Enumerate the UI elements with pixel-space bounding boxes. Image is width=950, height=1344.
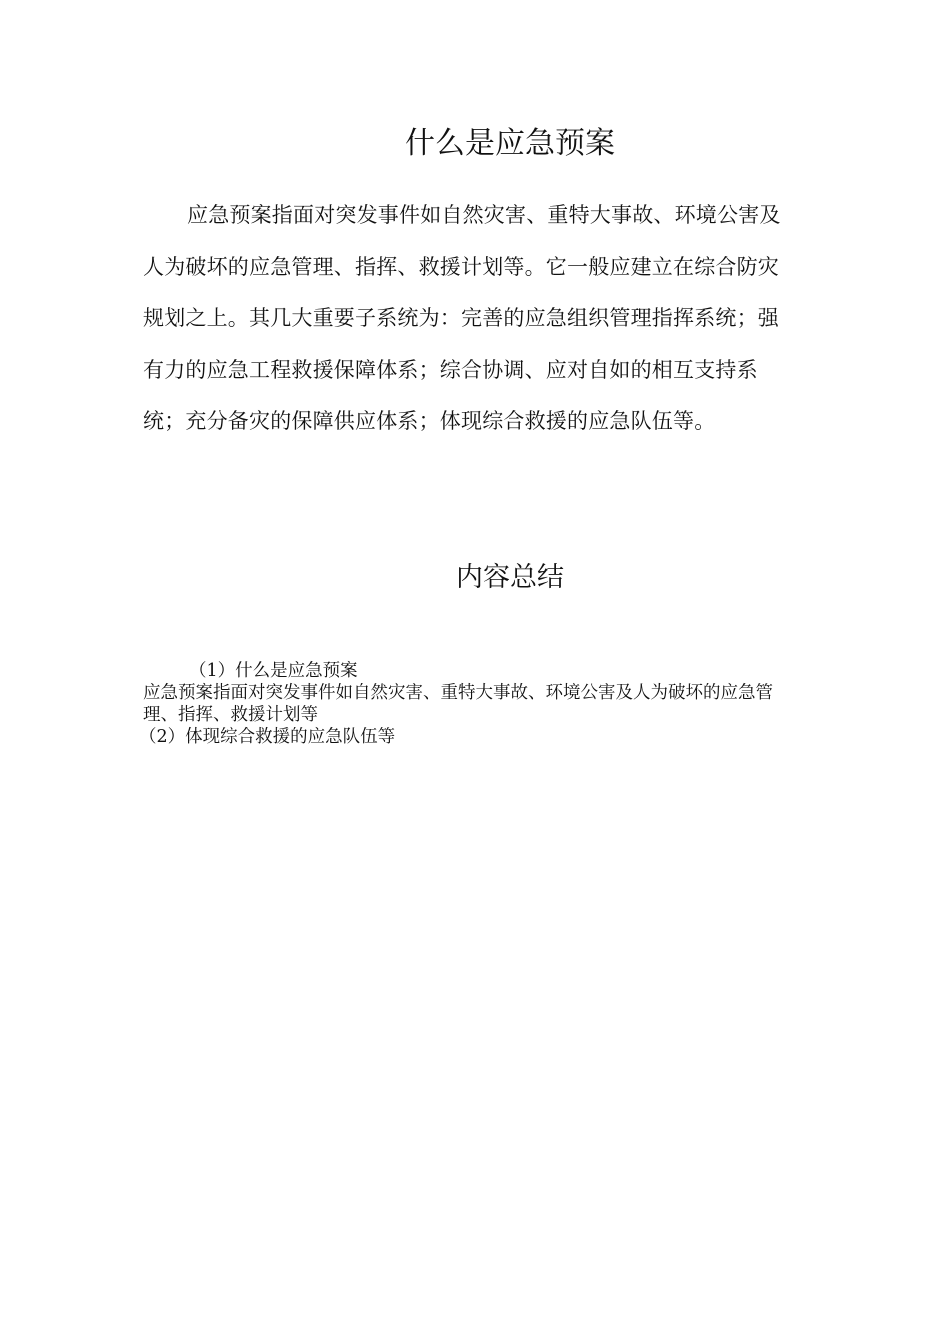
summary-item-2-heading: （2）体现综合救援的应急队伍等 [139, 727, 396, 747]
section-body-paragraph: 应急预案指面对突发事件如自然灾害、重特大事故、环境公害及人为破坏的应急管理、指挥、救援计划等。它一般应建立在综合防灾规划之上。其几大重要子系统为：完善的应急组织管理指挥系统；强有力的应急工程救援保障体系；综合协调、应对自如的相互支持系统；充分备灾的保障供应体系；体现综合救援的应急队伍等。 [143, 203, 781, 433]
summary-item-1-heading: （1）什么是应急预案 [189, 661, 358, 681]
section-title-summary: 内容总结 [456, 562, 564, 593]
summary-item-1-text: 应急预案指面对突发事件如自然灾害、重特大事故、环境公害及人为破坏的应急管理、指挥、救援计划等 [143, 683, 773, 725]
summary-block [139, 660, 793, 748]
section-title-emergency-plan: 什么是应急预案 [405, 126, 615, 161]
